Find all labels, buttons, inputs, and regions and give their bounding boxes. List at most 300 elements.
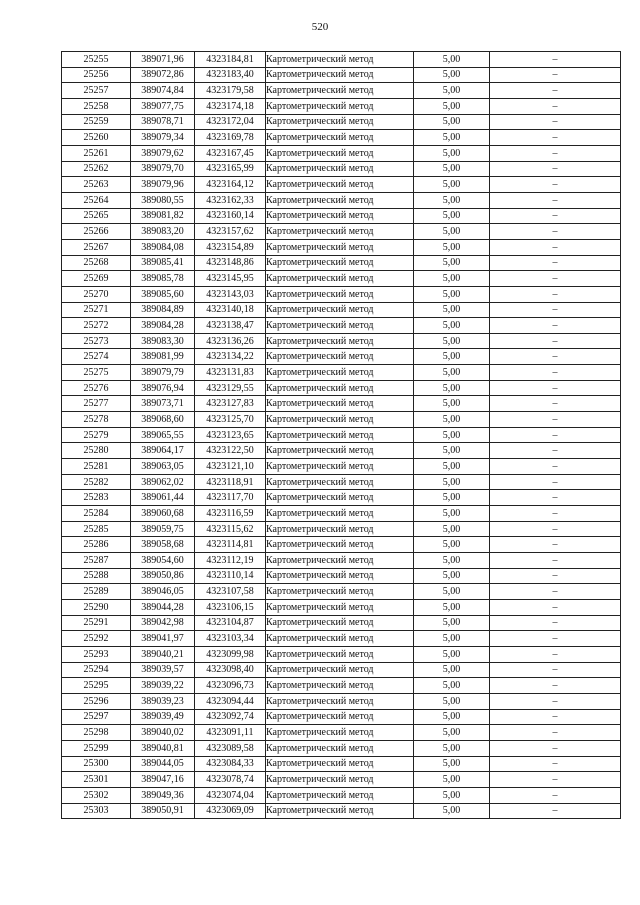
y-coordinate-cell: 4323099,98 <box>195 646 266 662</box>
accuracy-cell: 5,00 <box>414 349 490 365</box>
x-coordinate-cell: 389039,57 <box>131 662 195 678</box>
point-number-cell: 25263 <box>62 177 131 193</box>
table-row <box>62 67 621 83</box>
accuracy-cell: 5,00 <box>414 443 490 459</box>
accuracy-cell: 5,00 <box>414 130 490 146</box>
accuracy-cell: 5,00 <box>414 537 490 553</box>
method-cell: Картометрический метод <box>266 52 414 68</box>
accuracy-cell: 5,00 <box>414 396 490 412</box>
method-cell: Картометрический метод <box>266 302 414 318</box>
method-cell: Картометрический метод <box>266 286 414 302</box>
accuracy-cell: 5,00 <box>414 286 490 302</box>
method-cell: Картометрический метод <box>266 709 414 725</box>
method-cell: Картометрический метод <box>266 145 414 161</box>
table-row <box>62 474 621 490</box>
table-row <box>62 380 621 396</box>
y-coordinate-cell: 4323165,99 <box>195 161 266 177</box>
point-number-cell: 25259 <box>62 114 131 130</box>
y-coordinate-cell: 4323148,86 <box>195 255 266 271</box>
accuracy-cell: 5,00 <box>414 318 490 334</box>
accuracy-cell: 5,00 <box>414 271 490 287</box>
description-cell: – <box>490 506 621 522</box>
description-cell: – <box>490 365 621 381</box>
method-cell: Картометрический метод <box>266 114 414 130</box>
table-row <box>62 521 621 537</box>
accuracy-cell: 5,00 <box>414 302 490 318</box>
y-coordinate-cell: 4323112,19 <box>195 553 266 569</box>
accuracy-cell: 5,00 <box>414 646 490 662</box>
description-cell: – <box>490 756 621 772</box>
accuracy-cell: 5,00 <box>414 740 490 756</box>
y-coordinate-cell: 4323084,33 <box>195 756 266 772</box>
description-cell: – <box>490 161 621 177</box>
x-coordinate-cell: 389063,05 <box>131 459 195 475</box>
x-coordinate-cell: 389079,96 <box>131 177 195 193</box>
x-coordinate-cell: 389049,36 <box>131 787 195 803</box>
point-number-cell: 25293 <box>62 646 131 662</box>
description-cell: – <box>490 443 621 459</box>
method-cell: Картометрический метод <box>266 224 414 240</box>
point-number-cell: 25298 <box>62 725 131 741</box>
point-number-cell: 25286 <box>62 537 131 553</box>
table-row <box>62 553 621 569</box>
method-cell: Картометрический метод <box>266 396 414 412</box>
table-row <box>62 756 621 772</box>
description-cell: – <box>490 631 621 647</box>
y-coordinate-cell: 4323164,12 <box>195 177 266 193</box>
method-cell: Картометрический метод <box>266 787 414 803</box>
method-cell: Картометрический метод <box>266 553 414 569</box>
x-coordinate-cell: 389046,05 <box>131 584 195 600</box>
description-cell: – <box>490 114 621 130</box>
method-cell: Картометрический метод <box>266 662 414 678</box>
accuracy-cell: 5,00 <box>414 83 490 99</box>
method-cell: Картометрический метод <box>266 161 414 177</box>
method-cell: Картометрический метод <box>266 412 414 428</box>
coordinates-table-body <box>62 52 621 819</box>
point-number-cell: 25273 <box>62 333 131 349</box>
description-cell: – <box>490 693 621 709</box>
x-coordinate-cell: 389062,02 <box>131 474 195 490</box>
accuracy-cell: 5,00 <box>414 725 490 741</box>
point-number-cell: 25300 <box>62 756 131 772</box>
table-row <box>62 192 621 208</box>
accuracy-cell: 5,00 <box>414 52 490 68</box>
description-cell: – <box>490 98 621 114</box>
point-number-cell: 25296 <box>62 693 131 709</box>
description-cell: – <box>490 396 621 412</box>
method-cell: Картометрический метод <box>266 568 414 584</box>
method-cell: Картометрический метод <box>266 427 414 443</box>
x-coordinate-cell: 389080,55 <box>131 192 195 208</box>
description-cell: – <box>490 490 621 506</box>
x-coordinate-cell: 389065,55 <box>131 427 195 443</box>
method-cell: Картометрический метод <box>266 443 414 459</box>
description-cell: – <box>490 271 621 287</box>
y-coordinate-cell: 4323125,70 <box>195 412 266 428</box>
description-cell: – <box>490 803 621 819</box>
point-number-cell: 25281 <box>62 459 131 475</box>
y-coordinate-cell: 4323136,26 <box>195 333 266 349</box>
point-number-cell: 25267 <box>62 239 131 255</box>
table-row <box>62 349 621 365</box>
point-number-cell: 25257 <box>62 83 131 99</box>
method-cell: Картометрический метод <box>266 192 414 208</box>
table-row <box>62 599 621 615</box>
x-coordinate-cell: 389078,71 <box>131 114 195 130</box>
table-row <box>62 98 621 114</box>
x-coordinate-cell: 389058,68 <box>131 537 195 553</box>
point-number-cell: 25292 <box>62 631 131 647</box>
x-coordinate-cell: 389083,20 <box>131 224 195 240</box>
x-coordinate-cell: 389047,16 <box>131 772 195 788</box>
description-cell: – <box>490 318 621 334</box>
y-coordinate-cell: 4323118,91 <box>195 474 266 490</box>
method-cell: Картометрический метод <box>266 772 414 788</box>
x-coordinate-cell: 389074,84 <box>131 83 195 99</box>
accuracy-cell: 5,00 <box>414 224 490 240</box>
table-row <box>62 412 621 428</box>
point-number-cell: 25288 <box>62 568 131 584</box>
x-coordinate-cell: 389085,78 <box>131 271 195 287</box>
point-number-cell: 25278 <box>62 412 131 428</box>
point-number-cell: 25260 <box>62 130 131 146</box>
point-number-cell: 25299 <box>62 740 131 756</box>
method-cell: Картометрический метод <box>266 130 414 146</box>
x-coordinate-cell: 389084,89 <box>131 302 195 318</box>
description-cell: – <box>490 52 621 68</box>
point-number-cell: 25264 <box>62 192 131 208</box>
method-cell: Картометрический метод <box>266 239 414 255</box>
x-coordinate-cell: 389077,75 <box>131 98 195 114</box>
x-coordinate-cell: 389083,30 <box>131 333 195 349</box>
x-coordinate-cell: 389079,70 <box>131 161 195 177</box>
y-coordinate-cell: 4323094,44 <box>195 693 266 709</box>
description-cell: – <box>490 255 621 271</box>
table-row <box>62 459 621 475</box>
table-row <box>62 333 621 349</box>
x-coordinate-cell: 389061,44 <box>131 490 195 506</box>
point-number-cell: 25274 <box>62 349 131 365</box>
description-cell: – <box>490 380 621 396</box>
table-row <box>62 725 621 741</box>
description-cell: – <box>490 615 621 631</box>
y-coordinate-cell: 4323140,18 <box>195 302 266 318</box>
table-row <box>62 678 621 694</box>
table-row <box>62 177 621 193</box>
table-row <box>62 646 621 662</box>
description-cell: – <box>490 772 621 788</box>
point-number-cell: 25289 <box>62 584 131 600</box>
table-row <box>62 396 621 412</box>
table-row <box>62 443 621 459</box>
method-cell: Картометрический метод <box>266 177 414 193</box>
y-coordinate-cell: 4323183,40 <box>195 67 266 83</box>
point-number-cell: 25297 <box>62 709 131 725</box>
accuracy-cell: 5,00 <box>414 662 490 678</box>
table-row <box>62 537 621 553</box>
y-coordinate-cell: 4323115,62 <box>195 521 266 537</box>
table-row <box>62 302 621 318</box>
method-cell: Картометрический метод <box>266 490 414 506</box>
method-cell: Картометрический метод <box>266 67 414 83</box>
table-row <box>62 631 621 647</box>
y-coordinate-cell: 4323114,81 <box>195 537 266 553</box>
y-coordinate-cell: 4323106,15 <box>195 599 266 615</box>
y-coordinate-cell: 4323122,50 <box>195 443 266 459</box>
accuracy-cell: 5,00 <box>414 459 490 475</box>
method-cell: Картометрический метод <box>266 615 414 631</box>
description-cell: – <box>490 145 621 161</box>
method-cell: Картометрический метод <box>266 318 414 334</box>
accuracy-cell: 5,00 <box>414 192 490 208</box>
point-number-cell: 25258 <box>62 98 131 114</box>
accuracy-cell: 5,00 <box>414 412 490 428</box>
x-coordinate-cell: 389042,98 <box>131 615 195 631</box>
x-coordinate-cell: 389081,82 <box>131 208 195 224</box>
description-cell: – <box>490 787 621 803</box>
table-row <box>62 255 621 271</box>
x-coordinate-cell: 389041,97 <box>131 631 195 647</box>
point-number-cell: 25261 <box>62 145 131 161</box>
table-row <box>62 208 621 224</box>
accuracy-cell: 5,00 <box>414 553 490 569</box>
description-cell: – <box>490 584 621 600</box>
table-row <box>62 568 621 584</box>
y-coordinate-cell: 4323138,47 <box>195 318 266 334</box>
table-row <box>62 145 621 161</box>
y-coordinate-cell: 4323110,14 <box>195 568 266 584</box>
method-cell: Картометрический метод <box>266 333 414 349</box>
point-number-cell: 25277 <box>62 396 131 412</box>
y-coordinate-cell: 4323089,58 <box>195 740 266 756</box>
table-row <box>62 114 621 130</box>
point-number-cell: 25283 <box>62 490 131 506</box>
description-cell: – <box>490 662 621 678</box>
method-cell: Картометрический метод <box>266 584 414 600</box>
x-coordinate-cell: 389064,17 <box>131 443 195 459</box>
accuracy-cell: 5,00 <box>414 98 490 114</box>
table-row <box>62 787 621 803</box>
description-cell: – <box>490 725 621 741</box>
point-number-cell: 25284 <box>62 506 131 522</box>
method-cell: Картометрический метод <box>266 271 414 287</box>
table-row <box>62 161 621 177</box>
y-coordinate-cell: 4323169,78 <box>195 130 266 146</box>
point-number-cell: 25290 <box>62 599 131 615</box>
x-coordinate-cell: 389060,68 <box>131 506 195 522</box>
y-coordinate-cell: 4323157,62 <box>195 224 266 240</box>
x-coordinate-cell: 389081,99 <box>131 349 195 365</box>
table-row <box>62 662 621 678</box>
method-cell: Картометрический метод <box>266 646 414 662</box>
accuracy-cell: 5,00 <box>414 474 490 490</box>
accuracy-cell: 5,00 <box>414 615 490 631</box>
description-cell: – <box>490 302 621 318</box>
point-number-cell: 25269 <box>62 271 131 287</box>
method-cell: Картометрический метод <box>266 459 414 475</box>
y-coordinate-cell: 4323069,09 <box>195 803 266 819</box>
x-coordinate-cell: 389044,05 <box>131 756 195 772</box>
x-coordinate-cell: 389040,81 <box>131 740 195 756</box>
method-cell: Картометрический метод <box>266 474 414 490</box>
x-coordinate-cell: 389039,23 <box>131 693 195 709</box>
x-coordinate-cell: 389073,71 <box>131 396 195 412</box>
table-row <box>62 427 621 443</box>
accuracy-cell: 5,00 <box>414 693 490 709</box>
description-cell: – <box>490 130 621 146</box>
method-cell: Картометрический метод <box>266 98 414 114</box>
point-number-cell: 25303 <box>62 803 131 819</box>
accuracy-cell: 5,00 <box>414 521 490 537</box>
description-cell: – <box>490 224 621 240</box>
method-cell: Картометрический метод <box>266 380 414 396</box>
table-row <box>62 584 621 600</box>
description-cell: – <box>490 67 621 83</box>
y-coordinate-cell: 4323174,18 <box>195 98 266 114</box>
table-row <box>62 83 621 99</box>
y-coordinate-cell: 4323167,45 <box>195 145 266 161</box>
y-coordinate-cell: 4323096,73 <box>195 678 266 694</box>
x-coordinate-cell: 389050,86 <box>131 568 195 584</box>
y-coordinate-cell: 4323104,87 <box>195 615 266 631</box>
accuracy-cell: 5,00 <box>414 803 490 819</box>
x-coordinate-cell: 389039,22 <box>131 678 195 694</box>
description-cell: – <box>490 537 621 553</box>
point-number-cell: 25279 <box>62 427 131 443</box>
method-cell: Картометрический метод <box>266 725 414 741</box>
table-row <box>62 803 621 819</box>
table-row <box>62 490 621 506</box>
point-number-cell: 25270 <box>62 286 131 302</box>
description-cell: – <box>490 678 621 694</box>
method-cell: Картометрический метод <box>266 208 414 224</box>
y-coordinate-cell: 4323123,65 <box>195 427 266 443</box>
y-coordinate-cell: 4323121,10 <box>195 459 266 475</box>
description-cell: – <box>490 239 621 255</box>
accuracy-cell: 5,00 <box>414 756 490 772</box>
description-cell: – <box>490 553 621 569</box>
y-coordinate-cell: 4323127,83 <box>195 396 266 412</box>
accuracy-cell: 5,00 <box>414 177 490 193</box>
point-number-cell: 25294 <box>62 662 131 678</box>
accuracy-cell: 5,00 <box>414 506 490 522</box>
description-cell: – <box>490 349 621 365</box>
y-coordinate-cell: 4323116,59 <box>195 506 266 522</box>
point-number-cell: 25287 <box>62 553 131 569</box>
page-number: 520 <box>311 21 329 33</box>
x-coordinate-cell: 389079,34 <box>131 130 195 146</box>
accuracy-cell: 5,00 <box>414 161 490 177</box>
point-number-cell: 25291 <box>62 615 131 631</box>
x-coordinate-cell: 389085,60 <box>131 286 195 302</box>
x-coordinate-cell: 389079,62 <box>131 145 195 161</box>
y-coordinate-cell: 4323134,22 <box>195 349 266 365</box>
table-row <box>62 52 621 68</box>
point-number-cell: 25301 <box>62 772 131 788</box>
point-number-cell: 25268 <box>62 255 131 271</box>
point-number-cell: 25272 <box>62 318 131 334</box>
accuracy-cell: 5,00 <box>414 145 490 161</box>
description-cell: – <box>490 740 621 756</box>
y-coordinate-cell: 4323074,04 <box>195 787 266 803</box>
point-number-cell: 25271 <box>62 302 131 318</box>
y-coordinate-cell: 4323154,89 <box>195 239 266 255</box>
y-coordinate-cell: 4323145,95 <box>195 271 266 287</box>
point-number-cell: 25256 <box>62 67 131 83</box>
table-row <box>62 224 621 240</box>
y-coordinate-cell: 4323172,04 <box>195 114 266 130</box>
table-row <box>62 318 621 334</box>
description-cell: – <box>490 286 621 302</box>
description-cell: – <box>490 177 621 193</box>
method-cell: Картометрический метод <box>266 693 414 709</box>
y-coordinate-cell: 4323117,70 <box>195 490 266 506</box>
point-number-cell: 25275 <box>62 365 131 381</box>
point-number-cell: 25280 <box>62 443 131 459</box>
x-coordinate-cell: 389084,28 <box>131 318 195 334</box>
y-coordinate-cell: 4323129,55 <box>195 380 266 396</box>
description-cell: – <box>490 709 621 725</box>
x-coordinate-cell: 389059,75 <box>131 521 195 537</box>
description-cell: – <box>490 412 621 428</box>
method-cell: Картометрический метод <box>266 506 414 522</box>
x-coordinate-cell: 389079,79 <box>131 365 195 381</box>
method-cell: Картометрический метод <box>266 83 414 99</box>
x-coordinate-cell: 389040,21 <box>131 646 195 662</box>
method-cell: Картометрический метод <box>266 365 414 381</box>
y-coordinate-cell: 4323107,58 <box>195 584 266 600</box>
table-row <box>62 693 621 709</box>
accuracy-cell: 5,00 <box>414 631 490 647</box>
point-number-cell: 25295 <box>62 678 131 694</box>
table-row <box>62 365 621 381</box>
y-coordinate-cell: 4323162,33 <box>195 192 266 208</box>
accuracy-cell: 5,00 <box>414 678 490 694</box>
y-coordinate-cell: 4323103,34 <box>195 631 266 647</box>
point-number-cell: 25302 <box>62 787 131 803</box>
coordinates-table <box>61 51 621 819</box>
description-cell: – <box>490 646 621 662</box>
point-number-cell: 25282 <box>62 474 131 490</box>
accuracy-cell: 5,00 <box>414 427 490 443</box>
method-cell: Картометрический метод <box>266 756 414 772</box>
description-cell: – <box>490 521 621 537</box>
accuracy-cell: 5,00 <box>414 365 490 381</box>
method-cell: Картометрический метод <box>266 521 414 537</box>
method-cell: Картометрический метод <box>266 255 414 271</box>
point-number-cell: 25266 <box>62 224 131 240</box>
accuracy-cell: 5,00 <box>414 709 490 725</box>
accuracy-cell: 5,00 <box>414 490 490 506</box>
table-row <box>62 709 621 725</box>
x-coordinate-cell: 389040,02 <box>131 725 195 741</box>
accuracy-cell: 5,00 <box>414 67 490 83</box>
x-coordinate-cell: 389072,86 <box>131 67 195 83</box>
description-cell: – <box>490 192 621 208</box>
table-row <box>62 286 621 302</box>
y-coordinate-cell: 4323091,11 <box>195 725 266 741</box>
description-cell: – <box>490 208 621 224</box>
description-cell: – <box>490 474 621 490</box>
accuracy-cell: 5,00 <box>414 208 490 224</box>
accuracy-cell: 5,00 <box>414 568 490 584</box>
table-row <box>62 615 621 631</box>
table-row <box>62 271 621 287</box>
table-row <box>62 239 621 255</box>
accuracy-cell: 5,00 <box>414 239 490 255</box>
y-coordinate-cell: 4323131,83 <box>195 365 266 381</box>
